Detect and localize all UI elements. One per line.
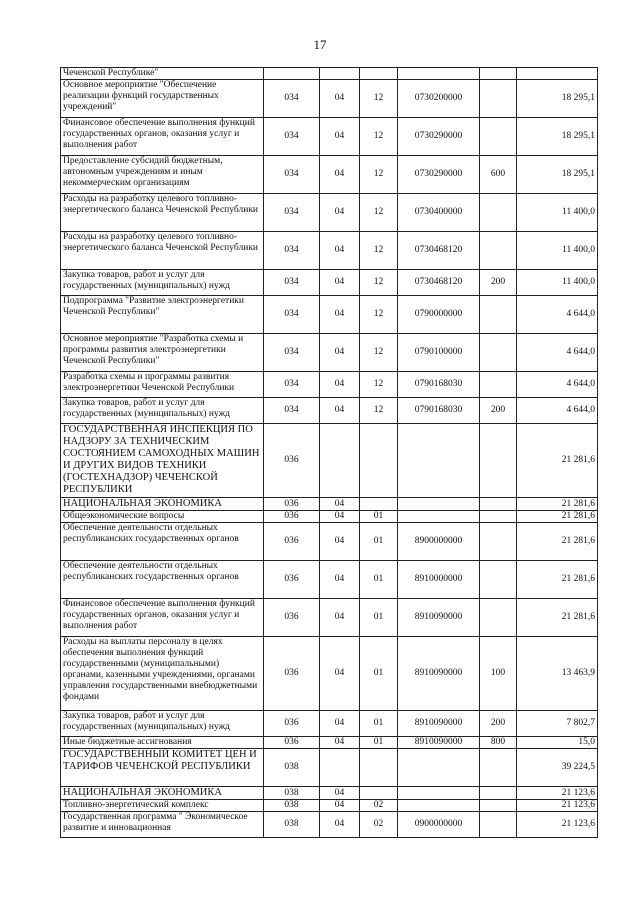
table-row (61, 80, 598, 118)
cell-section: 04 (320, 118, 360, 156)
cell-name: Топливно-энергетический комплекс (61, 800, 264, 812)
cell-name: Расходы на разработку целевого топливно-энергетического баланса Чеченской Республики (61, 232, 264, 270)
cell-expense-type: 200 (480, 270, 517, 296)
cell-amount: 11 400,0 (517, 194, 598, 232)
cell-admin-code: 036 (264, 498, 320, 511)
cell-section: 04 (320, 156, 360, 194)
cell-amount: 15,0 (517, 737, 598, 749)
cell-target-article: 0790168030 (398, 372, 480, 398)
cell-name: Расходы на разработку целевого топливно-энергетического баланса Чеченской Республики (61, 194, 264, 232)
cell-subsection: 01 (360, 599, 398, 637)
cell-target-article: 0730200000 (398, 80, 480, 118)
cell-admin-code: 034 (264, 194, 320, 232)
cell-expense-type (480, 424, 517, 498)
cell-target-article (398, 498, 480, 511)
cell-admin-code: 034 (264, 80, 320, 118)
table-row (61, 156, 598, 194)
cell-subsection: 12 (360, 232, 398, 270)
cell-section: 04 (320, 637, 360, 711)
table-body (61, 68, 598, 838)
cell-expense-type (480, 749, 517, 787)
cell-admin-code: 036 (264, 599, 320, 637)
cell-section (320, 749, 360, 787)
table-row (61, 194, 598, 232)
cell-name: Обеспечение деятельности отдельных республиканских государственных органов (61, 561, 264, 599)
cell-amount: 11 400,0 (517, 232, 598, 270)
cell-target-article (398, 800, 480, 812)
cell-section: 04 (320, 511, 360, 523)
cell-admin-code: 038 (264, 812, 320, 838)
cell-name: Чеченской Республике" (61, 68, 264, 80)
cell-subsection (360, 424, 398, 498)
cell-amount: 7 802,7 (517, 711, 598, 737)
cell-admin-code: 036 (264, 561, 320, 599)
cell-expense-type (480, 296, 517, 334)
cell-subsection (360, 68, 398, 80)
cell-subsection: 12 (360, 194, 398, 232)
cell-subsection: 01 (360, 511, 398, 523)
cell-name: Расходы на выплаты персоналу в целях обеспечения выполнения функций государственными (муниципальными) органами, казенными учреждениями, органами управления государственными внебюджетными фондами (61, 637, 264, 711)
cell-name: Разработка схемы и программы развития электроэнергетики Чеченской Республики (61, 372, 264, 398)
cell-section: 04 (320, 398, 360, 424)
table-row (61, 372, 598, 398)
table-row (61, 749, 598, 787)
cell-admin-code: 034 (264, 118, 320, 156)
cell-amount: 4 644,0 (517, 296, 598, 334)
cell-subsection (360, 787, 398, 800)
cell-admin-code: 034 (264, 398, 320, 424)
cell-section: 04 (320, 372, 360, 398)
table-row (61, 270, 598, 296)
cell-section (320, 68, 360, 80)
cell-section: 04 (320, 711, 360, 737)
cell-subsection: 12 (360, 118, 398, 156)
cell-section: 04 (320, 270, 360, 296)
cell-admin-code: 036 (264, 511, 320, 523)
cell-subsection: 12 (360, 156, 398, 194)
cell-expense-type (480, 561, 517, 599)
cell-target-article (398, 68, 480, 80)
cell-expense-type (480, 68, 517, 80)
cell-admin-code: 034 (264, 372, 320, 398)
cell-expense-type (480, 80, 517, 118)
cell-name: Государственная программа " Экономическое развитие и инновационная (61, 812, 264, 838)
cell-expense-type: 800 (480, 737, 517, 749)
table-row (61, 711, 598, 737)
cell-section: 04 (320, 561, 360, 599)
cell-name: ГОСУДАРСТВЕННАЯ ИНСПЕКЦИЯ ПО НАДЗОРУ ЗА ТЕХНИЧЕСКИМ СОСТОЯНИЕМ САМОХОДНЫХ МАШИН И ДРУГИХ ВИДОВ ТЕХНИКИ (ГОСТЕХНАДЗОР) ЧЕЧЕНСКОЙ РЕСПУБЛИКИ (61, 424, 264, 498)
cell-amount: 18 295,1 (517, 80, 598, 118)
cell-amount: 4 644,0 (517, 372, 598, 398)
cell-section: 04 (320, 737, 360, 749)
cell-amount: 18 295,1 (517, 156, 598, 194)
cell-target-article: 8910090000 (398, 637, 480, 711)
cell-name: Подпрограмма "Развитие электроэнергетики Чеченской Республики" (61, 296, 264, 334)
cell-amount: 21 123,6 (517, 787, 598, 800)
cell-admin-code: 034 (264, 296, 320, 334)
cell-subsection (360, 749, 398, 787)
page-number: 17 (313, 37, 327, 52)
table-row (61, 498, 598, 511)
cell-section: 04 (320, 232, 360, 270)
cell-expense-type (480, 232, 517, 270)
cell-target-article: 8910090000 (398, 737, 480, 749)
cell-target-article: 0730400000 (398, 194, 480, 232)
cell-subsection: 01 (360, 637, 398, 711)
cell-amount: 13 463,9 (517, 637, 598, 711)
cell-name: Иные бюджетные ассигнования (61, 737, 264, 749)
cell-amount: 21 281,6 (517, 511, 598, 523)
cell-expense-type (480, 812, 517, 838)
cell-name: Финансовое обеспечение выполнения функций государственных органов, оказания услуг и выполнения работ (61, 599, 264, 637)
cell-section (320, 424, 360, 498)
table-row (61, 334, 598, 372)
cell-subsection: 01 (360, 561, 398, 599)
cell-name: Общеэкономические вопросы (61, 511, 264, 523)
cell-expense-type (480, 334, 517, 372)
cell-expense-type (480, 118, 517, 156)
cell-expense-type (480, 787, 517, 800)
cell-admin-code: 036 (264, 424, 320, 498)
cell-expense-type (480, 523, 517, 561)
cell-expense-type (480, 194, 517, 232)
cell-admin-code: 034 (264, 232, 320, 270)
cell-expense-type (480, 599, 517, 637)
table-row (61, 68, 598, 80)
cell-expense-type (480, 372, 517, 398)
table-row (61, 637, 598, 711)
table-row (61, 523, 598, 561)
cell-amount: 21 281,6 (517, 599, 598, 637)
cell-expense-type: 100 (480, 637, 517, 711)
table-row (61, 561, 598, 599)
cell-subsection: 02 (360, 812, 398, 838)
cell-amount: 21 281,6 (517, 523, 598, 561)
cell-amount: 21 281,6 (517, 424, 598, 498)
cell-subsection: 12 (360, 270, 398, 296)
cell-expense-type: 200 (480, 711, 517, 737)
cell-amount: 21 281,6 (517, 561, 598, 599)
cell-admin-code: 036 (264, 711, 320, 737)
cell-amount: 4 644,0 (517, 334, 598, 372)
cell-admin-code: 034 (264, 334, 320, 372)
cell-expense-type (480, 800, 517, 812)
cell-target-article (398, 749, 480, 787)
cell-admin-code: 038 (264, 787, 320, 800)
cell-target-article (398, 424, 480, 498)
cell-amount (517, 68, 598, 80)
cell-section: 04 (320, 498, 360, 511)
cell-target-article: 0730468120 (398, 232, 480, 270)
cell-section: 04 (320, 80, 360, 118)
cell-target-article: 0790168030 (398, 398, 480, 424)
cell-admin-code: 036 (264, 737, 320, 749)
cell-subsection: 01 (360, 523, 398, 561)
table-row (61, 737, 598, 749)
cell-section: 04 (320, 194, 360, 232)
table-row (61, 511, 598, 523)
cell-section: 04 (320, 800, 360, 812)
table-row (61, 296, 598, 334)
cell-admin-code: 038 (264, 749, 320, 787)
cell-subsection: 12 (360, 80, 398, 118)
cell-expense-type: 200 (480, 398, 517, 424)
cell-target-article: 0790100000 (398, 334, 480, 372)
table-row (61, 232, 598, 270)
cell-target-article (398, 511, 480, 523)
cell-name: НАЦИОНАЛЬНАЯ ЭКОНОМИКА (61, 787, 264, 800)
cell-name: Предоставление субсидий бюджетным, автономным учреждениям и иным некоммерческим организациям (61, 156, 264, 194)
cell-subsection: 12 (360, 296, 398, 334)
cell-subsection (360, 498, 398, 511)
cell-target-article: 0730290000 (398, 156, 480, 194)
cell-target-article: 0730468120 (398, 270, 480, 296)
cell-name: Основное мероприятие "Разработка схемы и программы развития электроэнергетики Чеченской Республики" (61, 334, 264, 372)
cell-name: НАЦИОНАЛЬНАЯ ЭКОНОМИКА (61, 498, 264, 511)
cell-target-article: 0730290000 (398, 118, 480, 156)
cell-target-article: 0790000000 (398, 296, 480, 334)
cell-target-article: 8900000000 (398, 523, 480, 561)
cell-name: Финансовое обеспечение выполнения функций государственных органов, оказания услуг и выполнения работ (61, 118, 264, 156)
table-row (61, 599, 598, 637)
cell-amount: 18 295,1 (517, 118, 598, 156)
cell-name: Закупка товаров, работ и услуг для государственных (муниципальных) нужд (61, 711, 264, 737)
cell-target-article: 8910000000 (398, 561, 480, 599)
cell-name: ГОСУДАРСТВЕННЫЙ КОМИТЕТ ЦЕН И ТАРИФОВ ЧЕЧЕНСКОЙ РЕСПУБЛИКИ (61, 749, 264, 787)
cell-name: Обеспечение деятельности отдельных республиканских государственных органов (61, 523, 264, 561)
cell-amount: 4 644,0 (517, 398, 598, 424)
budget-table (60, 67, 598, 838)
cell-name: Закупка товаров, работ и услуг для государственных (муниципальных) нужд (61, 270, 264, 296)
table-row (61, 800, 598, 812)
cell-expense-type: 600 (480, 156, 517, 194)
cell-expense-type (480, 498, 517, 511)
table-row (61, 118, 598, 156)
table-row (61, 787, 598, 800)
cell-amount: 39 224,5 (517, 749, 598, 787)
cell-amount: 21 281,6 (517, 498, 598, 511)
cell-section: 04 (320, 787, 360, 800)
cell-subsection: 12 (360, 398, 398, 424)
cell-subsection: 01 (360, 737, 398, 749)
cell-admin-code (264, 68, 320, 80)
cell-subsection: 12 (360, 334, 398, 372)
cell-admin-code: 036 (264, 523, 320, 561)
cell-amount: 21 123,6 (517, 800, 598, 812)
table-row (61, 812, 598, 838)
cell-subsection: 01 (360, 711, 398, 737)
cell-admin-code: 038 (264, 800, 320, 812)
cell-expense-type (480, 511, 517, 523)
cell-target-article: 8910090000 (398, 711, 480, 737)
cell-target-article (398, 787, 480, 800)
cell-subsection: 12 (360, 372, 398, 398)
cell-target-article: 8910090000 (398, 599, 480, 637)
cell-amount: 11 400,0 (517, 270, 598, 296)
cell-amount: 21 123,6 (517, 812, 598, 838)
cell-name: Закупка товаров, работ и услуг для государственных (муниципальных) нужд (61, 398, 264, 424)
cell-section: 04 (320, 523, 360, 561)
table-row (61, 424, 598, 498)
cell-admin-code: 036 (264, 637, 320, 711)
cell-section: 04 (320, 334, 360, 372)
cell-section: 04 (320, 296, 360, 334)
cell-target-article: 0900000000 (398, 812, 480, 838)
cell-section: 04 (320, 599, 360, 637)
cell-name: Основное мероприятие "Обеспечение реализации функций государственных учреждений" (61, 80, 264, 118)
cell-admin-code: 034 (264, 270, 320, 296)
cell-subsection: 02 (360, 800, 398, 812)
table-row (61, 398, 598, 424)
cell-admin-code: 034 (264, 156, 320, 194)
cell-section: 04 (320, 812, 360, 838)
